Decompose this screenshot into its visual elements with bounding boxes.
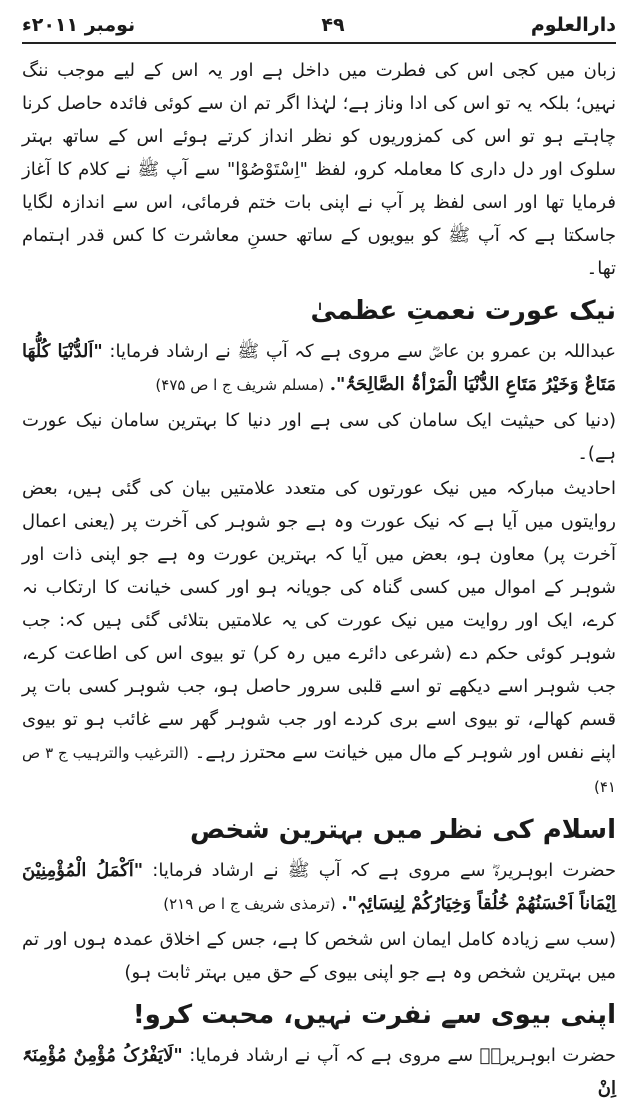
header-rule [22, 42, 616, 44]
hadith-translation: (سب سے زیادہ کامل ایمان اس شخص کا ہے، جس کے اخلاق عمدہ ہوں اور تم میں بہترین شخص وہ ہے جو اپنی بیوی کے حق میں بہتر ثابت ہو) [22, 929, 616, 983]
hadith-arabic: "لَایَفْرُکُ مُؤْمِنٌ مُؤْمِنَۃً اِنْ [22, 1045, 616, 1099]
intro-paragraph: زبان میں کجی اس کی فطرت میں داخل ہے اور یہ اس کے لیے موجب ننگ نہیں؛ بلکہ یہ تو اس کی ادا وناز ہے؛ لہٰذا اگر تم ان سے کوئی فائدہ حاصل کرنا چاہتے ہو تو اس کی کمزوریوں کو نظر انداز کرتے ہوئے اس کے ساتھ بہتر سلوک اور دل داری کا معاملہ کرو، لفظ "اِسْتَوْصُوْا" سے آپ ﷺ نے کلام کا آغاز فرمایا تھا اور اسی لفظ پر آپ نے اپنی بات ختم فرمائی، اس سے اندازہ لگایا جاسکتا ہے کہ آپ ﷺ کو بیویوں کے ساتھ حسنِ معاشرت کا کس قدر اہتمام تھا۔ [22, 60, 616, 279]
issue-date: نومبر ۲۰۱۱ء [22, 14, 136, 36]
hadith-intro: حضرت ابوہریرہؓ سے مروی ہے کہ آپ نے ارشاد فرمایا: [189, 1045, 616, 1066]
section-heading-love-wife: اپنی بیوی سے نفرت نہیں، محبت کرو! [132, 1000, 616, 1030]
page-number: ۴۹ [321, 14, 345, 36]
hadith-reference: (ترمذی شریف ج ا ص ۲۱۹) [163, 895, 336, 913]
hadith-block-2 [22, 854, 616, 921]
hadith-reference: (مسلم شریف ج ا ص ۴۷۵) [155, 376, 325, 394]
hadith-block-1 [22, 335, 616, 402]
section-heading-good-woman: نیک عورت نعمتِ عظمیٰ [310, 296, 616, 326]
hadith-intro: عبداللہ بن عمرو بن عاصؓ سے مروی ہے کہ آپ ﷺ نے ارشاد فرمایا: [109, 341, 616, 362]
hadith-translation: (دنیا کی حیثیت ایک سامان کی سی ہے اور دنیا کا بہترین سامان نیک عورت ہے)۔ [22, 410, 616, 464]
paragraph-text: احادیث مبارکہ میں نیک عورتوں کی متعدد علامتیں بیان کی گئی ہیں، بعض روایتوں میں آیا ہے کہ نیک عورت وہ ہے جو شوہر کی آخرت پر (یعنی اعمال آخرت پر) معاون ہو، بعض میں آیا کہ بہترین عورت وہ ہے جو اپنی ذات اور شوہر کے اموال میں کسی گناہ کی جویانہ ہو اور کسی خیانت کا ارتکاب نہ کرے، ایک اور روایت میں نیک عورت کی یہ علامتیں بتلائی گئی ہیں کہ: جب شوہر کوئی حکم دے (شرعی دائرے میں رہ کر) تو بیوی اس کی اطاعت کرے، جب شوہر اسے دیکھے تو اسے قلبی سرور حاصل ہو، جب شوہر کسی بات پر قسم کھالے، تو بیوی اسے بری کردے اور جب شوہر گھر سے غائب ہو تو بیوی اپنے نفس اور شوہر کے مال میں خیانت سے محترز رہے۔ [22, 478, 616, 763]
page-header [22, 10, 616, 40]
journal-title: دارالعلوم [530, 14, 616, 36]
hadith-intro: حضرت ابوہریرہؓ سے مروی ہے کہ آپ ﷺ نے ارشاد فرمایا: [152, 860, 616, 881]
section-heading-best-person: اسلام کی نظر میں بہترین شخص [189, 815, 616, 845]
paragraph-reference: (الترغیب والترہیب ج ۳ ص ۴۱) [22, 744, 616, 796]
hadith-arabic: "اَلدُّنْیَا کُلُّھَا مَتَاعٌ وَخَیْرُ مَتَاعِ الدُّنْیَا الْمَرْأۃُ الصَّالِحَۃُ". [22, 341, 616, 395]
hadith-block-3 [22, 1039, 616, 1105]
hadith-arabic: "اَکْمَلُ الْمُؤْمِنِیْنَ اِیْمَاناً اَحْسَنُھُمْ خُلُقاً وَخِیَارُکُمْ لِنِسَائِہٖ". [22, 860, 616, 914]
good-woman-paragraph [22, 472, 616, 804]
